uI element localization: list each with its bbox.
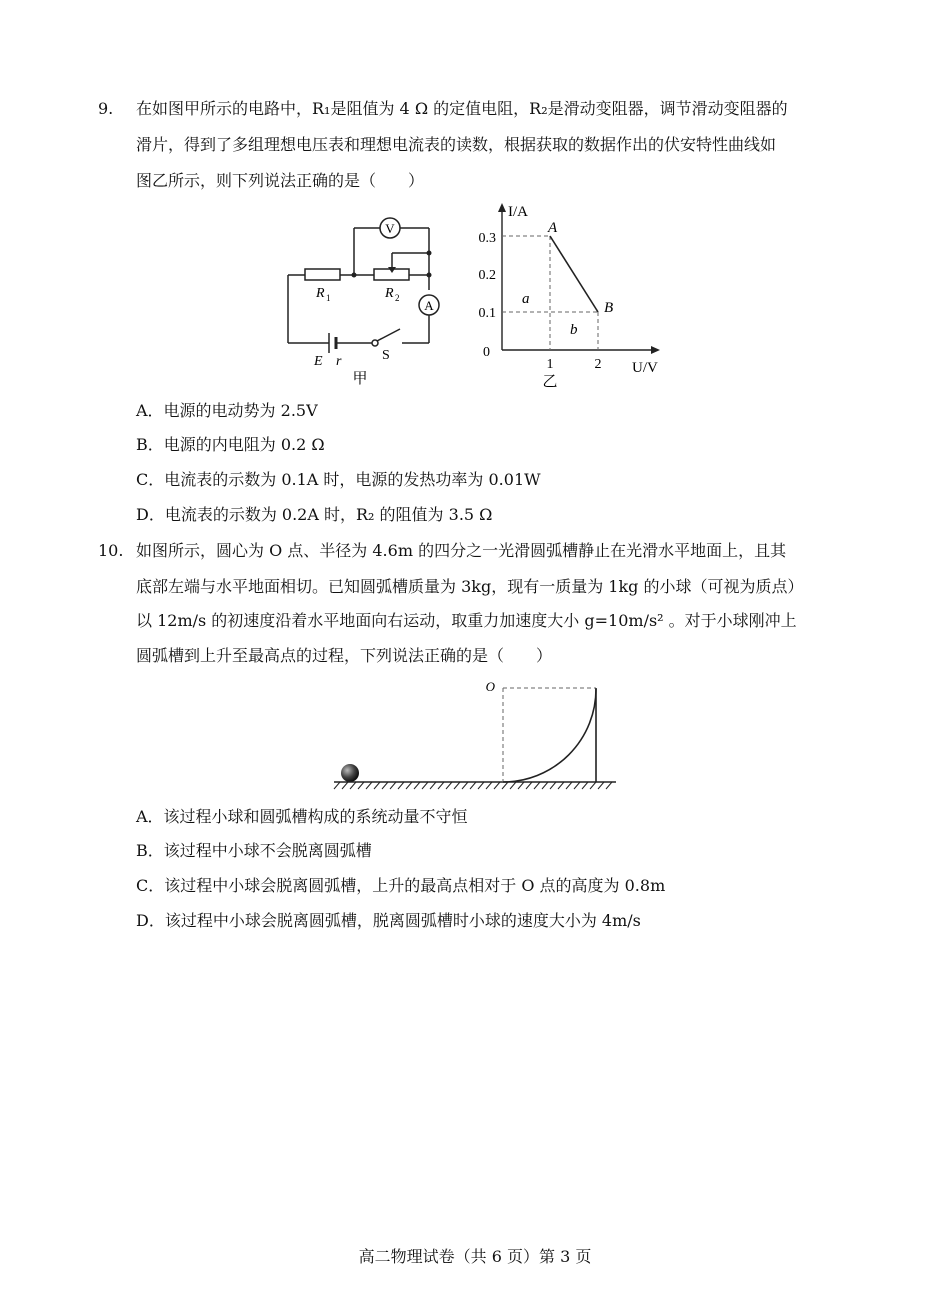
- question-10-text-line: 如图所示，圆心为 O 点、半径为 4.6m 的四分之一光滑圆弧槽静止在光滑水平地面上，且其: [136, 541, 787, 560]
- hatch-mark: [574, 782, 580, 789]
- y-tick-label: 0.1: [478, 306, 496, 321]
- question-10-option-a: A．该过程小球和圆弧槽构成的系统动量不守恒: [136, 807, 468, 826]
- question-10-text-line: 圆弧槽到上升至最高点的过程，下列说法正确的是（ ）: [136, 646, 553, 665]
- question-9-option-c: C．电流表的示数为 0.1A 时，电源的发热功率为 0.01W: [136, 470, 541, 489]
- point-b-label: B: [604, 300, 614, 316]
- y-axis-label: I/A: [508, 204, 528, 220]
- question-10-option-b: B．该过程中小球不会脱离圆弧槽: [136, 841, 372, 860]
- emf-label: E: [314, 354, 323, 369]
- hatch-mark: [510, 782, 516, 789]
- hatch-mark: [478, 782, 484, 789]
- hatch-mark: [334, 782, 340, 789]
- hatch-mark: [590, 782, 596, 789]
- iu-curve-line: [550, 236, 598, 312]
- hatch-mark: [606, 782, 612, 789]
- ball-icon: [341, 764, 359, 782]
- y-tick-label: 0.3: [478, 231, 496, 246]
- center-o-label: O: [485, 679, 495, 694]
- origin-label: 0: [483, 345, 490, 360]
- hatch-mark: [598, 782, 604, 789]
- hatch-mark: [558, 782, 564, 789]
- hatch-mark: [542, 782, 548, 789]
- resistor-r1-icon: [305, 269, 340, 280]
- hatch-mark: [502, 782, 508, 789]
- x-tick-label: 2: [594, 357, 602, 372]
- switch-label: S: [382, 348, 390, 363]
- junction-dot: [427, 273, 432, 278]
- page-footer: 高二物理试卷（共 6 页）第 3 页: [358, 1247, 592, 1266]
- switch-lever-icon: [377, 329, 400, 341]
- r2-subscript: 2: [395, 293, 400, 303]
- hatch-mark: [566, 782, 572, 789]
- r1-subscript: 1: [326, 293, 331, 303]
- question-9-number: 9.: [98, 99, 114, 118]
- internal-resistance-label: r: [336, 354, 342, 369]
- hatch-mark: [486, 782, 492, 789]
- region-b-label: b: [570, 322, 578, 338]
- hatch-mark: [550, 782, 556, 789]
- voltmeter-label: V: [385, 221, 395, 236]
- question-10-text-line: 底部左端与水平地面相切。已知圆弧槽质量为 3kg，现有一质量为 1kg 的小球（可视为质点）: [136, 577, 804, 596]
- hatch-mark: [422, 782, 428, 789]
- question-10-option-d: D．该过程中小球会脱离圆弧槽，脱离圆弧槽时小球的速度大小为 4m/s: [136, 911, 641, 930]
- hatch-mark: [526, 782, 532, 789]
- hatch-mark: [462, 782, 468, 789]
- r1-label: R: [316, 286, 325, 301]
- hatch-mark: [430, 782, 436, 789]
- ammeter-label: A: [424, 298, 434, 313]
- x-tick-label: 1: [546, 357, 554, 372]
- question-9-option-a: A．电源的电动势为 2.5V: [136, 401, 318, 420]
- circuit-diagram: [280, 205, 450, 385]
- x-axis-arrow-icon: [651, 346, 660, 354]
- question-9-option-d: D．电流表的示数为 0.2A 时，R₂ 的阻值为 3.5 Ω: [136, 505, 493, 524]
- hatch-mark: [390, 782, 396, 789]
- hatch-mark: [342, 782, 348, 789]
- hatch-mark: [358, 782, 364, 789]
- hatch-mark: [534, 782, 540, 789]
- ground-hatching: [334, 782, 612, 789]
- point-a-label: A: [548, 220, 558, 236]
- question-10-text-line: 以 12m/s 的初速度沿着水平地面向右运动，取重力加速度大小 g=10m/s² 。对于小球刚冲上: [136, 611, 797, 630]
- hatch-mark: [454, 782, 460, 789]
- hatch-mark: [382, 782, 388, 789]
- question-9-option-b: B．电源的内电阻为 0.2 Ω: [136, 435, 325, 454]
- region-a-label: a: [522, 291, 530, 307]
- hatch-mark: [470, 782, 476, 789]
- iu-graph: [470, 200, 670, 388]
- y-tick-label: 0.2: [478, 268, 496, 283]
- circuit-caption: 甲: [352, 371, 368, 385]
- junction-dot: [352, 273, 357, 278]
- hatch-mark: [350, 782, 356, 789]
- x-axis-label: U/V: [632, 360, 658, 376]
- graph-caption: 乙: [542, 374, 558, 388]
- question-9-text-line: 在如图甲所示的电路中，R₁是阻值为 4 Ω 的定值电阻，R₂是滑动变阻器，调节滑动变阻器的: [136, 99, 788, 118]
- arc-groove-figure: [330, 675, 620, 795]
- hatch-mark: [438, 782, 444, 789]
- hatch-mark: [494, 782, 500, 789]
- hatch-mark: [582, 782, 588, 789]
- hatch-mark: [414, 782, 420, 789]
- y-axis-arrow-icon: [498, 203, 506, 212]
- hatch-mark: [366, 782, 372, 789]
- hatch-mark: [406, 782, 412, 789]
- hatch-mark: [518, 782, 524, 789]
- question-9-text-line: 滑片，得到了多组理想电压表和理想电流表的读数，根据获取的数据作出的伏安特性曲线如: [136, 135, 777, 154]
- arc-groove-curve: [503, 689, 596, 782]
- question-10-number: 10.: [98, 541, 124, 560]
- slider-arrowhead-icon: [388, 267, 396, 273]
- hatch-mark: [374, 782, 380, 789]
- junction-dot: [427, 251, 432, 256]
- question-9-text-line: 图乙所示，则下列说法正确的是（ ）: [136, 171, 425, 190]
- hatch-mark: [398, 782, 404, 789]
- hatch-mark: [446, 782, 452, 789]
- question-10-option-c: C．该过程中小球会脱离圆弧槽，上升的最高点相对于 O 点的高度为 0.8m: [136, 876, 666, 895]
- r2-label: R: [385, 286, 394, 301]
